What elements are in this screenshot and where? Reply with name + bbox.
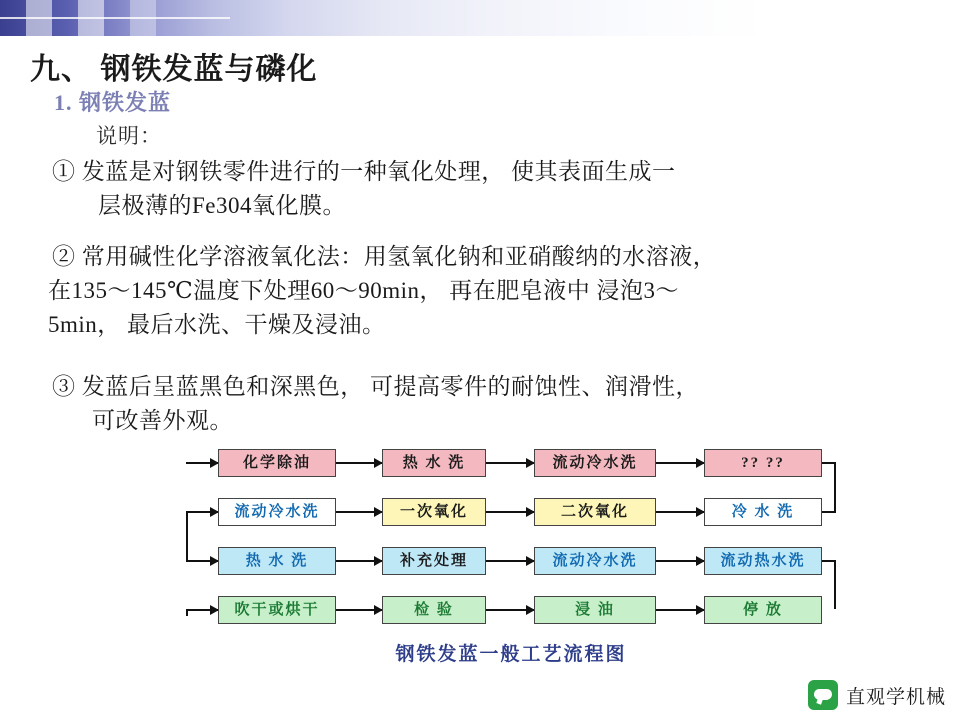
- flow-cell-r1c1: 化学除油: [218, 449, 336, 477]
- flow-cell-r1c2: 热 水 洗: [382, 449, 486, 477]
- note-label: 说明：: [96, 124, 162, 148]
- flow-connector-left-1: [186, 511, 188, 560]
- paragraph-3-marker: ③: [52, 374, 76, 399]
- flow-cell-r2c2: 一次氧化: [382, 498, 486, 526]
- flow-row-4: [186, 596, 836, 626]
- flow-cell-r2c4: 冷 水 洗: [704, 498, 822, 526]
- flow-connector-out-row2: [822, 511, 836, 513]
- flow-arrow-r2-2: [486, 511, 534, 513]
- flow-row-3: [186, 547, 836, 577]
- flow-arrow-r2-3: [656, 511, 704, 513]
- flow-arrow-r2-1: [336, 511, 382, 513]
- flow-arrow-in-row1: [186, 462, 218, 464]
- flow-arrow-r3-1: [336, 560, 382, 562]
- flow-arrow-r4-2: [486, 609, 534, 611]
- flow-connector-right-2: [834, 560, 836, 609]
- flow-arrow-r3-3: [656, 560, 704, 562]
- banner-highlight-line: [0, 17, 230, 19]
- paragraph-3: [52, 370, 942, 438]
- flow-row-1: [186, 449, 836, 479]
- paragraph-3-line-1: 发蓝后呈蓝黑色和深黑色， 可提高零件的耐蚀性、润滑性，: [81, 374, 699, 399]
- flow-cell-r3c1: 热 水 洗: [218, 547, 336, 575]
- paragraph-1-line-1: 发蓝是对钢铁零件进行的一种氧化处理， 使其表面生成一: [81, 159, 676, 184]
- flow-cell-r1c4: ?? ??: [704, 449, 822, 477]
- flow-arrow-in-row2: [186, 511, 218, 513]
- paragraph-2-marker: ②: [52, 244, 76, 269]
- flow-arrow-r1-2: [486, 462, 534, 464]
- paragraph-3-line-2: 可改善外观。: [92, 408, 233, 433]
- flow-cell-r4c3: 浸 油: [534, 596, 656, 624]
- wechat-logo-icon: [808, 680, 838, 710]
- paragraph-1-line-2: 层极薄的Fe304氧化膜。: [98, 193, 346, 218]
- paragraph-2: [48, 240, 942, 342]
- flow-arrow-r4-3: [656, 609, 704, 611]
- flow-arrow-r3-2: [486, 560, 534, 562]
- flow-arrow-r4-1: [336, 609, 382, 611]
- flow-cell-r3c3: 流动冷水洗: [534, 547, 656, 575]
- section-subtitle: 1. 钢铁发蓝: [54, 90, 172, 115]
- flow-arrow-in-row4: [186, 609, 218, 611]
- paragraph-2-line-1: 常用碱性化学溶液氧化法：用氢氧化钠和亚硝酸纳的水溶液，: [81, 244, 717, 269]
- flow-cell-r2c3: 二次氧化: [534, 498, 656, 526]
- paragraph-1: [52, 155, 932, 223]
- flow-caption: 钢铁发蓝一般工艺流程图: [395, 644, 627, 665]
- flow-cell-r2c1: 流动冷水洗: [218, 498, 336, 526]
- flow-connector-right-1: [834, 462, 836, 511]
- watermark-label: 直观学机械: [845, 686, 946, 708]
- flow-cell-r3c4: 流动热水洗: [704, 547, 822, 575]
- flow-cell-r4c1: 吹干或烘干: [218, 596, 336, 624]
- page-title: 九、 钢铁发蓝与磷化: [30, 53, 318, 86]
- flow-connector-left-2: [186, 609, 188, 616]
- flow-cell-r1c3: 流动冷水洗: [534, 449, 656, 477]
- flow-arrow-r1-1: [336, 462, 382, 464]
- paragraph-2-line-3: 5min， 最后水洗、干燥及浸油。: [48, 312, 386, 337]
- flow-row-2: [186, 498, 836, 528]
- paragraph-1-marker: ①: [52, 159, 76, 184]
- flow-arrow-r1-3: [656, 462, 704, 464]
- watermark: [808, 680, 946, 710]
- flow-cell-r4c2: 检 验: [382, 596, 486, 624]
- paragraph-2-line-2: 在135～145℃温度下处理60～90min， 再在肥皂液中 浸泡3～: [48, 278, 680, 303]
- top-decorative-banner: [0, 0, 960, 36]
- flow-cell-r3c2: 补充处理: [382, 547, 486, 575]
- flow-cell-r4c4: 停 放: [704, 596, 822, 624]
- flow-arrow-in-row3: [186, 560, 218, 562]
- process-flow-diagram: [186, 443, 836, 665]
